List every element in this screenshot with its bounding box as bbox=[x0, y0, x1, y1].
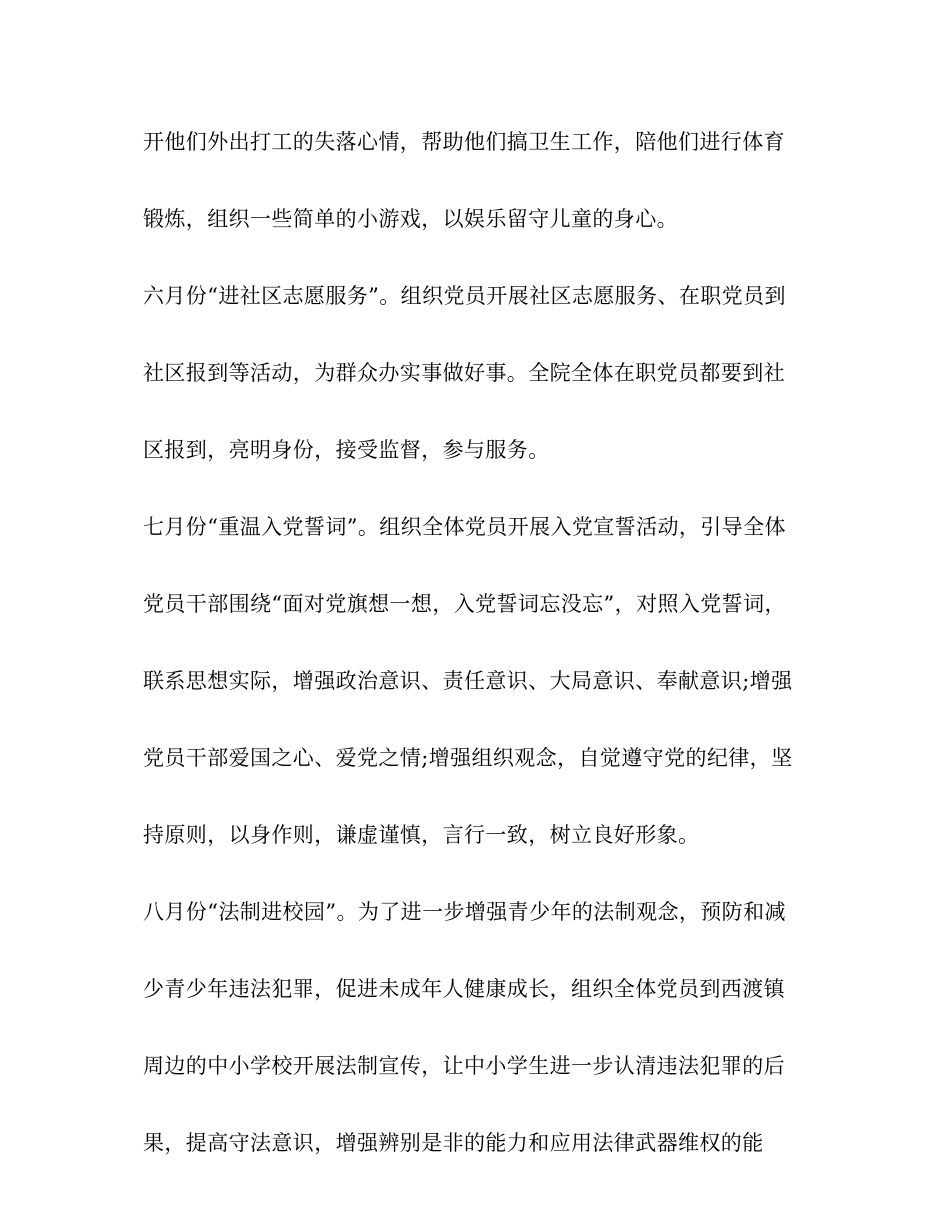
text-line: 八月份“法制进校园”。为了进一步增强青少年的法制观念，预防和减 bbox=[143, 900, 786, 924]
text-line: 周边的中小学校开展法制宣传，让中小学生进一步认清违法犯罪的后 bbox=[143, 1054, 785, 1078]
text-line: 开他们外出打工的失落心情，帮助他们搞卫生工作，陪他们进行体育 bbox=[143, 130, 785, 154]
text-line: 党员干部爱国之心、爱党之情;增强组织观念，自觉遵守党的纪律，坚 bbox=[143, 746, 793, 770]
text-line: 区报到，亮明身份，接受监督，参与服务。 bbox=[143, 438, 550, 462]
text-line: 少青少年违法犯罪，促进未成年人健康成长，组织全体党员到西渡镇 bbox=[143, 977, 785, 1001]
text-line: 七月份“重温入党誓词”。组织全体党员开展入党宣誓活动，引导全体 bbox=[143, 515, 786, 539]
text-line: 锻炼，组织一些简单的小游戏，以娱乐留守儿童的身心。 bbox=[143, 207, 678, 231]
text-line: 果，提高守法意识，增强辨别是非的能力和应用法律武器维权的能 bbox=[143, 1131, 764, 1155]
text-line: 联系思想实际，增强政治意识、责任意识、大局意识、奉献意识;增强 bbox=[143, 669, 793, 693]
text-line: 社区报到等活动，为群众办实事做好事。全院全体在职党员都要到社 bbox=[143, 361, 785, 385]
body-text bbox=[143, 120, 823, 1198]
text-line: 党员干部围绕“面对党旗想一想，入党誓词忘没忘”，对照入党誓词， bbox=[143, 592, 786, 616]
text-line: 六月份“进社区志愿服务”。组织党员开展社区志愿服务、在职党员到 bbox=[143, 284, 786, 308]
text-line: 持原则，以身作则，谦虚谨慎，言行一致，树立良好形象。 bbox=[143, 823, 700, 847]
